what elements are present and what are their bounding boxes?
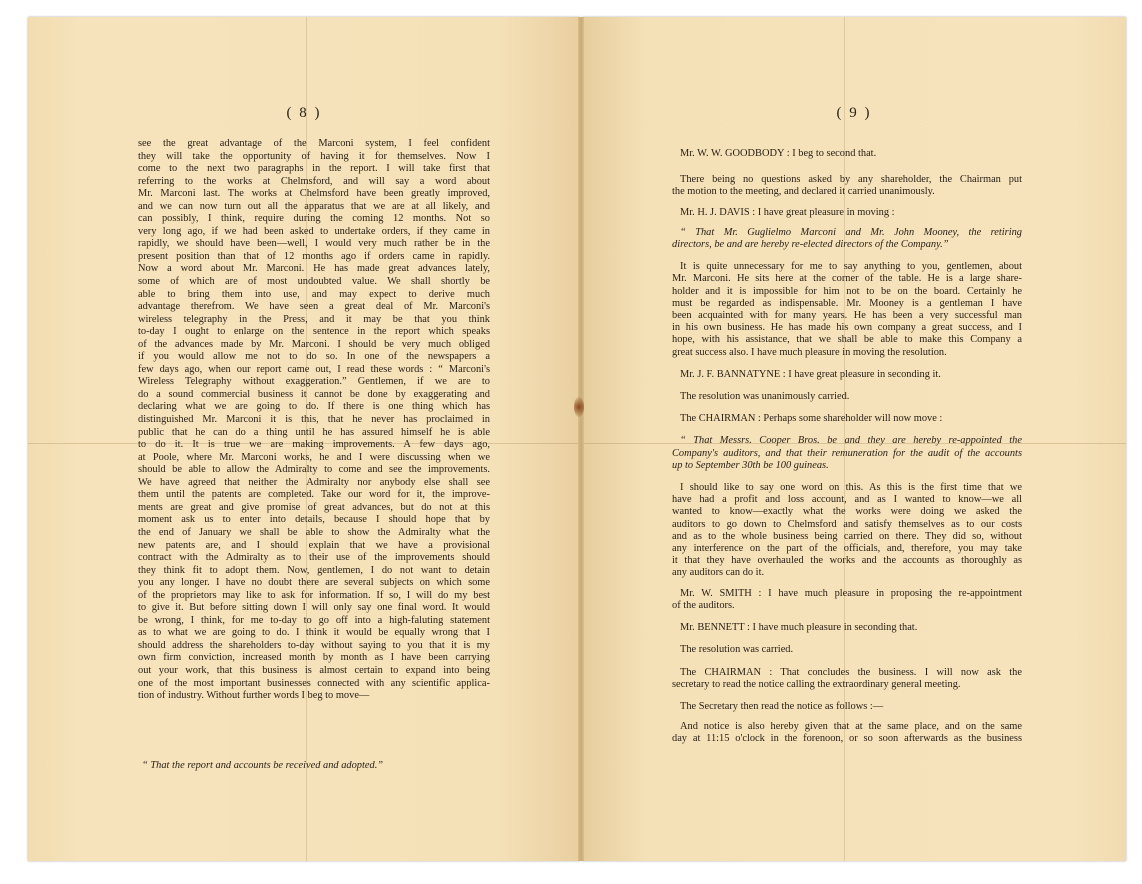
text-line: be wrong, I think, for me to-day to go off into a high-faluting statement [138, 614, 490, 626]
paragraph [672, 227, 1022, 251]
text-line: And notice is also hereby given that at the same place, and on the same [680, 721, 1022, 733]
text-line: them until the patents are completed. Take our word for it, the improve- [138, 489, 490, 501]
text-line: secretary to read the notice calling the extraordinary general meeting. [672, 678, 961, 690]
page-number-left: ( 8 ) [286, 105, 322, 121]
text-line: any interference on the part of the officials, and, therefore, you may take [672, 543, 1022, 555]
booklet-spread [28, 17, 1126, 861]
text-line: should address the shareholders to-day without saying to you that it is my [138, 639, 490, 651]
text-line: The resolution was unanimously carried. [680, 391, 850, 403]
text-line: auditors to go down to Chelmsford and satisfy themselves as to our costs [672, 518, 1022, 530]
left-page [28, 17, 580, 861]
booklet-spine [578, 17, 584, 861]
text-line: able to bring them into use, and may expect to derive much [138, 288, 490, 300]
text-line: The CHAIRMAN : That concludes the business. I will now ask the [680, 666, 1022, 678]
text-line: tion of industry. Without further words I beg to move— [138, 690, 370, 702]
text-line: have had a profit and loss account, and as I wanted to know—we all [672, 494, 1022, 506]
text-line: Mr. BENNETT : I have much pleasure in seconding that. [680, 622, 918, 634]
text-line: and we can now turn out all the apparatus that we are at all likely, and [138, 200, 490, 212]
text-line: I should like to say one word on this. As this is the first time that we [680, 482, 1022, 494]
paragraph [672, 482, 1022, 580]
text-line: Mr. J. F. BANNATYNE : I have great pleasure in seconding it. [680, 368, 941, 380]
text-line: holder and it is impossible for him not to be on the board. Certainly he [672, 285, 1022, 297]
text-line: any auditors can do it. [672, 567, 765, 579]
text-line: been acquainted with for many years. He has been a very successful man [672, 310, 1022, 322]
text-line: “ That Messrs. Cooper Bros. be and they are hereby re-appointed the [680, 435, 1022, 447]
text-line: Mr. Marconi. He sits here at the corner of the table. He is a large share- [672, 273, 1022, 285]
text-line: as to what we are going to do. I think it would be equally wrong that I [138, 627, 490, 639]
text-line: they will take the opportunity of having it for themselves. Now I [138, 150, 490, 162]
text-line: the motion to the meeting, and declared it carried unanimously. [672, 186, 935, 198]
paragraph [672, 148, 1022, 160]
text-line: one of the most important businesses connected with any scientific applica- [138, 677, 490, 689]
text-line: rapidly, we should have been—well, I would very much rather be in the [138, 238, 490, 250]
paragraph [672, 588, 1022, 612]
text-line: great success also. I have much pleasure in moving the resolution. [672, 346, 947, 358]
text-line: up to September 30th be 100 guineas. [672, 459, 829, 471]
text-line: The resolution was carried. [680, 644, 794, 656]
paragraph [672, 622, 1022, 634]
paragraph [672, 667, 1022, 691]
text-line: of the advances made by Mr. Marconi. I should be very much obliged [138, 338, 490, 350]
paragraph [672, 261, 1022, 359]
left-page-body [138, 138, 490, 703]
text-line: There being no questions asked by any shareholder, the Chairman put [680, 174, 1022, 186]
text-line: to do it. It is true we are making improvements. A few days ago, [138, 439, 490, 451]
text-line: you any longer. I have no doubt there are several subjects on which some [138, 577, 490, 589]
page-number-right: ( 9 ) [836, 105, 872, 121]
text-line: to give it. But before sitting down I will only say one final word. It would [138, 602, 490, 614]
text-line: present position than that of 12 months ago if orders came in rapidly. [138, 250, 490, 262]
left-page-resolution: “ That the report and accounts be received and adopted.” [142, 760, 384, 771]
text-line: and as to the whole business being carried on there. They did so, without [672, 530, 1022, 542]
text-line: day at 11:15 o'clock in the forenoon, or so soon afterwards as the business [672, 733, 1022, 745]
text-line: come to the next two paragraphs in the report. I will take first that [138, 163, 490, 175]
text-line: to-day I ought to enlarge on the sentence in the report which speaks [138, 326, 490, 338]
paragraph [672, 369, 1022, 381]
paragraph [672, 701, 1022, 713]
staple-rust-stain [574, 397, 584, 417]
text-line: should be able to allow the Admiralty to come and see the improvements. [138, 464, 490, 476]
text-line: Mr. W. SMITH : I have much pleasure in proposing the re-appointment [680, 587, 1022, 599]
text-line: We have agreed that neither the Admiralty nor anybody else shall see [138, 476, 490, 488]
text-line: moment ask us to enter into details, because I should hope that by [138, 514, 490, 526]
text-line: few days ago, when our report came out, I read these words : “ Marconi's [138, 363, 490, 375]
text-line: must be regarded as indispensable. Mr. Mooney is a gentleman I have [672, 297, 1022, 309]
text-line: can possibly, I think, require during the coming 12 months. Not so [138, 213, 490, 225]
paragraph [672, 644, 1022, 656]
text-line: referring to the works at Chelmsford, and will say a word about [138, 175, 490, 187]
text-line: own firm conviction, increased month by month as I have been carrying [138, 652, 490, 664]
text-line: at Poole, where Mr. Marconi works, he and I were discussing when we [138, 451, 490, 463]
text-line: The Secretary then read the notice as follows :— [680, 700, 884, 712]
paragraph [672, 413, 1022, 425]
text-line: ments are great and give promise of great advances, but do not at this [138, 501, 490, 513]
text-line: public that he can do a thing until he has assured himself he is able [138, 426, 490, 438]
text-line: declaring what we are going to do. If there is one thing which has [138, 401, 490, 413]
text-line: of the proprietors may like to ask for information. If so, I will do my best [138, 589, 490, 601]
text-line: new patents are, and I should explain that we have a provisional [138, 539, 490, 551]
text-line: see the great advantage of the Marconi system, I feel confident [138, 138, 490, 149]
text-line: “ That Mr. Guglielmo Marconi and Mr. John Mooney, the retiring [680, 226, 1022, 238]
right-page [582, 17, 1126, 861]
text-line: Company's auditors, and that their remuneration for the audit of the accounts [672, 447, 1022, 459]
paragraph [672, 391, 1022, 403]
text-line: very long ago, if we had been asked to undertake orders, if they came in [138, 225, 490, 237]
text-line: advantage therefrom. We have seen a great deal of Mr. Marconi's [138, 301, 490, 313]
text-line: do a sound commercial business it cannot be done by exaggerating and [138, 388, 490, 400]
paragraph [672, 207, 1022, 219]
text-line: directors, be and are hereby re-elected directors of the Company.” [672, 239, 949, 251]
paragraph [672, 174, 1022, 198]
text-line: wireless telegraphy in the Press, and it may be that you think [138, 313, 490, 325]
text-line: of the auditors. [672, 599, 735, 611]
text-line: if you would allow me not to do so. In one of the newspapers a [138, 351, 490, 363]
text-line: distinguished Mr. Marconi it is this, that he never has proclaimed in [138, 414, 490, 426]
text-line: wanted to know—exactly what the works were doing we asked the [672, 506, 1022, 518]
text-line: The CHAIRMAN : Perhaps some shareholder will now move : [680, 413, 943, 425]
text-line: Mr. H. J. DAVIS : I have great pleasure in moving : [680, 206, 895, 218]
text-line: Mr. W. W. GOODBODY : I beg to second that. [680, 148, 877, 159]
text-line: in his own business. He has made his own company a great success, and I [672, 322, 1022, 334]
text-line: they think fit to adopt them. Now, gentlemen, I do not want to detain [138, 564, 490, 576]
text-line: hope, with his assistance, that we shall be able to make this Company a [672, 334, 1022, 346]
text-line: it that they have overhauled the works and the accounts as thoroughly as [672, 555, 1022, 567]
text-line: Now a word about Mr. Marconi. He has made great advances lately, [138, 263, 490, 275]
paragraph [672, 435, 1022, 472]
paragraph [672, 721, 1022, 745]
text-line: some of which are of most undoubted value. We shall shortly be [138, 276, 490, 288]
text-line: contract with the Admiralty as to their use of the improvements should [138, 552, 490, 564]
text-line: Mr. Marconi last. The works at Chelmsford have been greatly improved, [138, 188, 490, 200]
text-line: Wireless Telegraphy without exaggeration.” Gentlemen, if we are to [138, 376, 490, 388]
text-line: out your work, that this business is almost certain to expand into being [138, 664, 490, 676]
text-line: the end of January we shall be able to show the Admiralty what the [138, 526, 490, 538]
text-line: It is quite unnecessary for me to say anything to you, gentlemen, about [680, 261, 1022, 273]
right-page-body [672, 138, 1022, 746]
